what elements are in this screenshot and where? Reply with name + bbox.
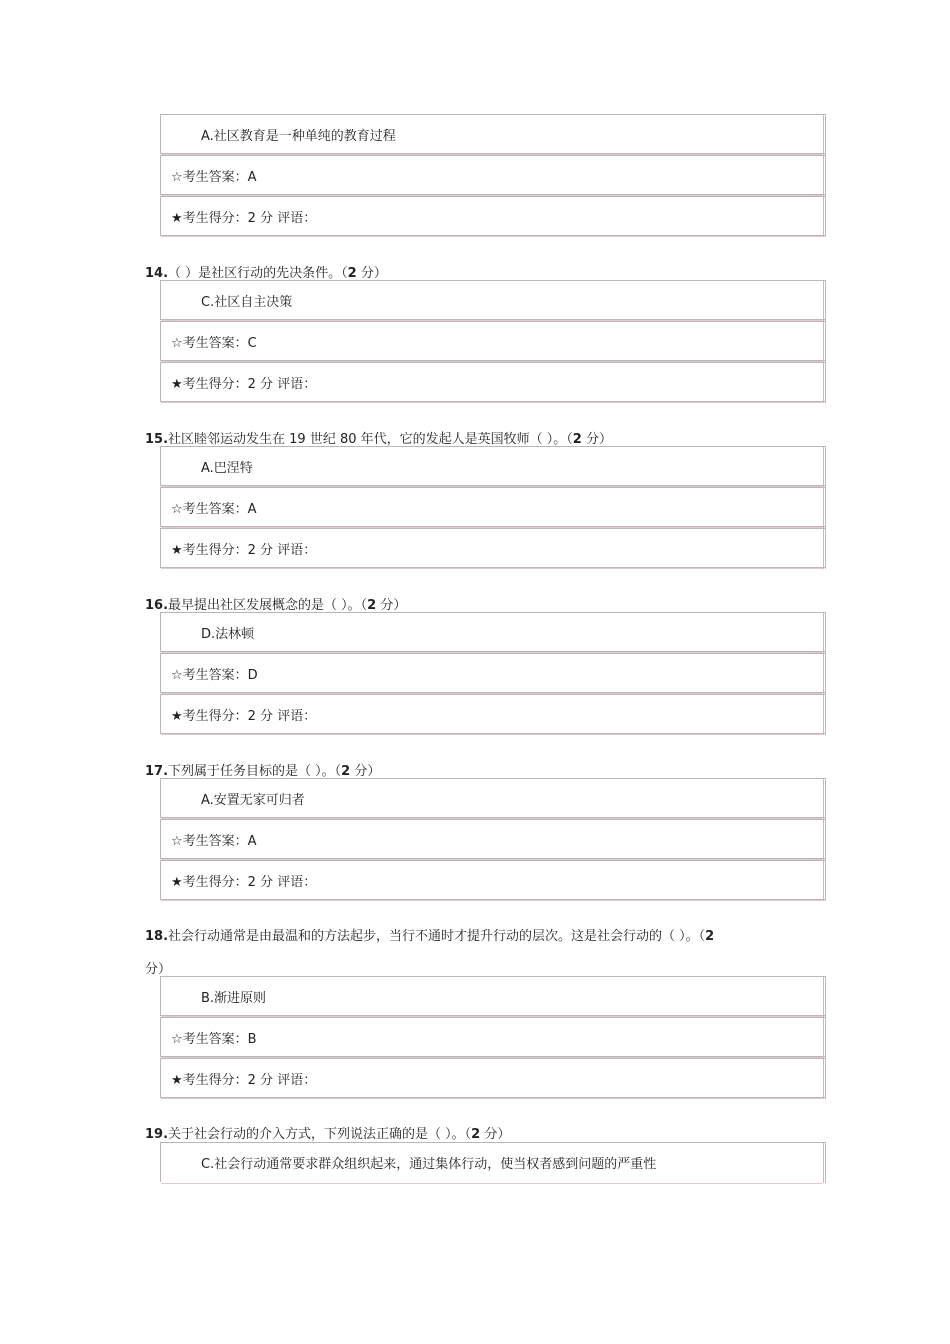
student-score (160, 528, 826, 568)
student-answer (160, 819, 826, 859)
option-text: D.法林顿 (201, 626, 255, 642)
question-points: 2 (705, 929, 715, 944)
answer-table-14 (160, 280, 826, 403)
answer-text: ☆考生答案：A (171, 833, 257, 849)
points-suffix: 分） (376, 598, 407, 613)
question-18 (145, 928, 805, 946)
question-text: （ ）是社区行动的先决条件。（ (168, 266, 348, 281)
selected-option (160, 976, 826, 1016)
answer-text: ☆考生答案：A (171, 169, 257, 185)
question-points: 2 (347, 266, 357, 281)
student-answer (160, 321, 826, 361)
question-text: 社会行动通常是由最温和的方法起步，当行不通时才提升行动的层次。这是社会行动的（ ）。（ (168, 929, 706, 944)
selected-option (160, 1142, 826, 1182)
selected-option (160, 114, 826, 154)
question-text: 下列属于任务目标的是（ ）。（ (168, 764, 342, 779)
selected-option (160, 280, 826, 320)
option-text: C.社会行动通常要求群众组织起来，通过集体行动，使当权者感到问题的严重性 (201, 1157, 657, 1172)
answer-text: ☆考生答案：C (171, 335, 257, 351)
option-text: A.社区教育是一种单纯的教育过程 (201, 128, 396, 144)
question-number: 15. (145, 432, 169, 447)
student-answer (160, 1017, 826, 1057)
answer-text: ☆考生答案：D (171, 667, 258, 683)
points-suffix: 分） (350, 764, 381, 779)
question-number: 18. (145, 929, 169, 944)
score-text: ★考生得分：2 分 评语： (171, 708, 317, 724)
question-text: 最早提出社区发展概念的是（ ）。（ (168, 598, 368, 613)
student-answer (160, 487, 826, 527)
student-score (160, 860, 826, 900)
student-score (160, 694, 826, 734)
answer-table-13 (160, 114, 826, 237)
answer-table-16 (160, 612, 826, 735)
question-number: 19. (145, 1127, 169, 1142)
points-suffix: 分） (581, 432, 612, 447)
points-suffix: 分） (356, 266, 387, 281)
option-text: A.巴涅特 (201, 460, 253, 476)
option-text: A.安置无家可归者 (201, 792, 305, 808)
student-score (160, 362, 826, 402)
question-text: 社区睦邻运动发生在 19 世纪 80 年代，它的发起人是英国牧师（ ）。（ (168, 432, 573, 447)
student-answer (160, 653, 826, 693)
question-points: 2 (367, 598, 377, 613)
score-text: ★考生得分：2 分 评语： (171, 874, 317, 890)
answer-table-18 (160, 976, 826, 1099)
option-text: C.社区自主决策 (201, 294, 293, 310)
student-score (160, 1058, 826, 1098)
selected-option (160, 778, 826, 818)
option-text: B.渐进原则 (201, 990, 267, 1006)
student-answer (160, 155, 826, 195)
question-points: 2 (471, 1127, 481, 1142)
answer-text: ☆考生答案：A (171, 501, 257, 517)
question-number: 14. (145, 266, 169, 281)
answer-table-15 (160, 446, 826, 569)
points-suffix: 分） (145, 962, 172, 977)
score-text: ★考生得分：2 分 评语： (171, 1072, 317, 1088)
question-points: 2 (341, 764, 351, 779)
question-points: 2 (572, 432, 582, 447)
student-score (160, 196, 826, 236)
question-number: 17. (145, 764, 169, 779)
answer-text: ☆考生答案：B (171, 1031, 257, 1047)
selected-option (160, 612, 826, 652)
score-text: ★考生得分：2 分 评语： (171, 210, 317, 226)
question-text: 关于社会行动的介入方式，下列说法正确的是（ ）。（ (168, 1127, 472, 1142)
selected-option (160, 446, 826, 486)
score-text: ★考生得分：2 分 评语： (171, 542, 317, 558)
answer-table-17 (160, 778, 826, 901)
answer-table-19 (160, 1142, 826, 1183)
points-suffix: 分） (480, 1127, 511, 1142)
question-number: 16. (145, 598, 169, 613)
score-text: ★考生得分：2 分 评语： (171, 376, 317, 392)
